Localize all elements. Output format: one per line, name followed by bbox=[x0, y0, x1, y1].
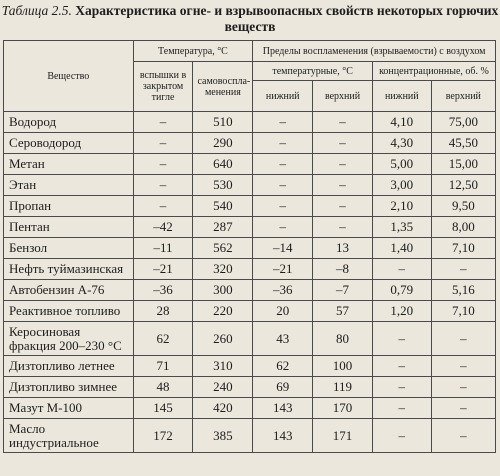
cell-conc-upper: – bbox=[431, 398, 495, 419]
table-row bbox=[4, 217, 496, 238]
table-row bbox=[4, 356, 496, 377]
table-row bbox=[4, 322, 496, 356]
table-row bbox=[4, 112, 496, 133]
table-row bbox=[4, 196, 496, 217]
cell-temp-lower: 143 bbox=[253, 419, 313, 453]
cell-temp-upper: – bbox=[313, 217, 373, 238]
cell-temp-upper: –7 bbox=[313, 280, 373, 301]
header-conc-lower: нижний bbox=[372, 81, 431, 112]
cell-autoignition: 290 bbox=[193, 133, 253, 154]
table-row bbox=[4, 398, 496, 419]
table-row bbox=[4, 133, 496, 154]
cell-temp-lower: –36 bbox=[253, 280, 313, 301]
properties-table bbox=[3, 40, 496, 453]
cell-temp-lower: – bbox=[253, 217, 313, 238]
cell-flash-point: – bbox=[133, 175, 193, 196]
cell-conc-lower: 4,30 bbox=[372, 133, 431, 154]
cell-conc-upper: 15,00 bbox=[431, 154, 495, 175]
cell-temp-lower: 20 bbox=[253, 301, 313, 322]
header-flash-point: вспышки в закрытом тигле bbox=[133, 62, 193, 112]
cell-conc-lower: 2,10 bbox=[372, 196, 431, 217]
table-caption bbox=[0, 3, 500, 35]
table-row bbox=[4, 175, 496, 196]
table-row bbox=[4, 301, 496, 322]
cell-flash-point: –42 bbox=[133, 217, 193, 238]
cell-temp-upper: – bbox=[313, 112, 373, 133]
cell-conc-lower: 3,00 bbox=[372, 175, 431, 196]
cell-flash-point: – bbox=[133, 196, 193, 217]
cell-flash-point: – bbox=[133, 112, 193, 133]
cell-temp-lower: 43 bbox=[253, 322, 313, 356]
header-limits: Пределы воспламенения (взрываемости) с воздухом bbox=[253, 41, 496, 62]
table-title: Характеристика огне- и взрывоопасных свойств некоторых горючих веществ bbox=[75, 3, 499, 34]
cell-temp-lower: – bbox=[253, 175, 313, 196]
cell-conc-lower: 5,00 bbox=[372, 154, 431, 175]
cell-conc-upper: 5,16 bbox=[431, 280, 495, 301]
cell-conc-upper: 12,50 bbox=[431, 175, 495, 196]
cell-conc-upper: – bbox=[431, 377, 495, 398]
cell-conc-lower: – bbox=[372, 398, 431, 419]
header-conc-upper: верхний bbox=[431, 81, 495, 112]
cell-temp-lower: 143 bbox=[253, 398, 313, 419]
cell-substance: Пентан bbox=[4, 217, 134, 238]
cell-temp-lower: – bbox=[253, 154, 313, 175]
header-substance: Вещество bbox=[4, 41, 134, 112]
cell-autoignition: 220 bbox=[193, 301, 253, 322]
cell-conc-lower: – bbox=[372, 377, 431, 398]
cell-substance: Пропан bbox=[4, 196, 134, 217]
cell-autoignition: 510 bbox=[193, 112, 253, 133]
cell-autoignition: 240 bbox=[193, 377, 253, 398]
cell-conc-lower: – bbox=[372, 259, 431, 280]
cell-conc-upper: 9,50 bbox=[431, 196, 495, 217]
cell-substance: Мазут М-100 bbox=[4, 398, 134, 419]
cell-substance: Масло индустриальное bbox=[4, 419, 134, 453]
cell-temp-upper: – bbox=[313, 133, 373, 154]
cell-temp-lower: – bbox=[253, 196, 313, 217]
cell-conc-upper: – bbox=[431, 419, 495, 453]
cell-temp-upper: – bbox=[313, 196, 373, 217]
cell-conc-lower: – bbox=[372, 419, 431, 453]
cell-substance: Керосиновая фракция 200–230 °С bbox=[4, 322, 134, 356]
cell-flash-point: 172 bbox=[133, 419, 193, 453]
cell-conc-upper: 7,10 bbox=[431, 301, 495, 322]
cell-temp-upper: 119 bbox=[313, 377, 373, 398]
cell-flash-point: –21 bbox=[133, 259, 193, 280]
cell-substance: Этан bbox=[4, 175, 134, 196]
cell-substance: Нефть туймазинская bbox=[4, 259, 134, 280]
cell-flash-point: –36 bbox=[133, 280, 193, 301]
cell-autoignition: 310 bbox=[193, 356, 253, 377]
cell-substance: Дизтопливо летнее bbox=[4, 356, 134, 377]
cell-temp-upper: 170 bbox=[313, 398, 373, 419]
cell-substance: Бензол bbox=[4, 238, 134, 259]
cell-conc-lower: 4,10 bbox=[372, 112, 431, 133]
cell-temp-lower: –21 bbox=[253, 259, 313, 280]
cell-conc-upper: 45,50 bbox=[431, 133, 495, 154]
cell-substance: Автобензин А-76 bbox=[4, 280, 134, 301]
cell-flash-point: 28 bbox=[133, 301, 193, 322]
cell-temp-upper: – bbox=[313, 154, 373, 175]
cell-conc-upper: – bbox=[431, 322, 495, 356]
cell-autoignition: 287 bbox=[193, 217, 253, 238]
cell-temp-upper: 100 bbox=[313, 356, 373, 377]
cell-autoignition: 540 bbox=[193, 196, 253, 217]
cell-temp-upper: 80 bbox=[313, 322, 373, 356]
cell-conc-upper: – bbox=[431, 259, 495, 280]
cell-autoignition: 640 bbox=[193, 154, 253, 175]
table-row bbox=[4, 377, 496, 398]
table-row bbox=[4, 238, 496, 259]
cell-temp-upper: 171 bbox=[313, 419, 373, 453]
cell-substance: Сероводород bbox=[4, 133, 134, 154]
cell-temp-upper: – bbox=[313, 175, 373, 196]
table-row bbox=[4, 419, 496, 453]
cell-conc-upper: – bbox=[431, 356, 495, 377]
cell-flash-point: – bbox=[133, 154, 193, 175]
cell-flash-point: 62 bbox=[133, 322, 193, 356]
cell-substance: Водород bbox=[4, 112, 134, 133]
header-autoignition: самовоспла-менения bbox=[193, 62, 253, 112]
cell-autoignition: 562 bbox=[193, 238, 253, 259]
cell-temp-lower: 62 bbox=[253, 356, 313, 377]
cell-temp-upper: 57 bbox=[313, 301, 373, 322]
cell-substance: Метан bbox=[4, 154, 134, 175]
cell-conc-upper: 75,00 bbox=[431, 112, 495, 133]
cell-conc-upper: 7,10 bbox=[431, 238, 495, 259]
cell-temp-lower: –14 bbox=[253, 238, 313, 259]
cell-flash-point: – bbox=[133, 133, 193, 154]
cell-flash-point: 71 bbox=[133, 356, 193, 377]
cell-conc-lower: 1,40 bbox=[372, 238, 431, 259]
cell-temp-lower: – bbox=[253, 133, 313, 154]
header-conc-limits: концентрационные, об. % bbox=[372, 62, 495, 81]
cell-conc-lower: – bbox=[372, 322, 431, 356]
cell-flash-point: 48 bbox=[133, 377, 193, 398]
cell-substance: Реактивное топливо bbox=[4, 301, 134, 322]
header-temp-upper: верхний bbox=[313, 81, 373, 112]
table-body bbox=[4, 112, 496, 453]
cell-temp-upper: 13 bbox=[313, 238, 373, 259]
cell-autoignition: 320 bbox=[193, 259, 253, 280]
table-label: Таблица 2.5. bbox=[1, 3, 72, 18]
table-row bbox=[4, 280, 496, 301]
table-row bbox=[4, 154, 496, 175]
cell-conc-lower: 1,35 bbox=[372, 217, 431, 238]
cell-autoignition: 385 bbox=[193, 419, 253, 453]
header-temperature: Температура, °С bbox=[133, 41, 253, 62]
cell-autoignition: 260 bbox=[193, 322, 253, 356]
cell-conc-upper: 8,00 bbox=[431, 217, 495, 238]
cell-autoignition: 420 bbox=[193, 398, 253, 419]
cell-autoignition: 300 bbox=[193, 280, 253, 301]
cell-conc-lower: 1,20 bbox=[372, 301, 431, 322]
table-row bbox=[4, 259, 496, 280]
header-temp-lower: нижний bbox=[253, 81, 313, 112]
cell-temp-upper: –8 bbox=[313, 259, 373, 280]
cell-autoignition: 530 bbox=[193, 175, 253, 196]
cell-substance: Дизтопливо зимнее bbox=[4, 377, 134, 398]
cell-conc-lower: 0,79 bbox=[372, 280, 431, 301]
cell-conc-lower: – bbox=[372, 356, 431, 377]
cell-flash-point: 145 bbox=[133, 398, 193, 419]
cell-temp-lower: – bbox=[253, 112, 313, 133]
cell-flash-point: –11 bbox=[133, 238, 193, 259]
header-temp-limits: температурные, °С bbox=[253, 62, 373, 81]
cell-temp-lower: 69 bbox=[253, 377, 313, 398]
